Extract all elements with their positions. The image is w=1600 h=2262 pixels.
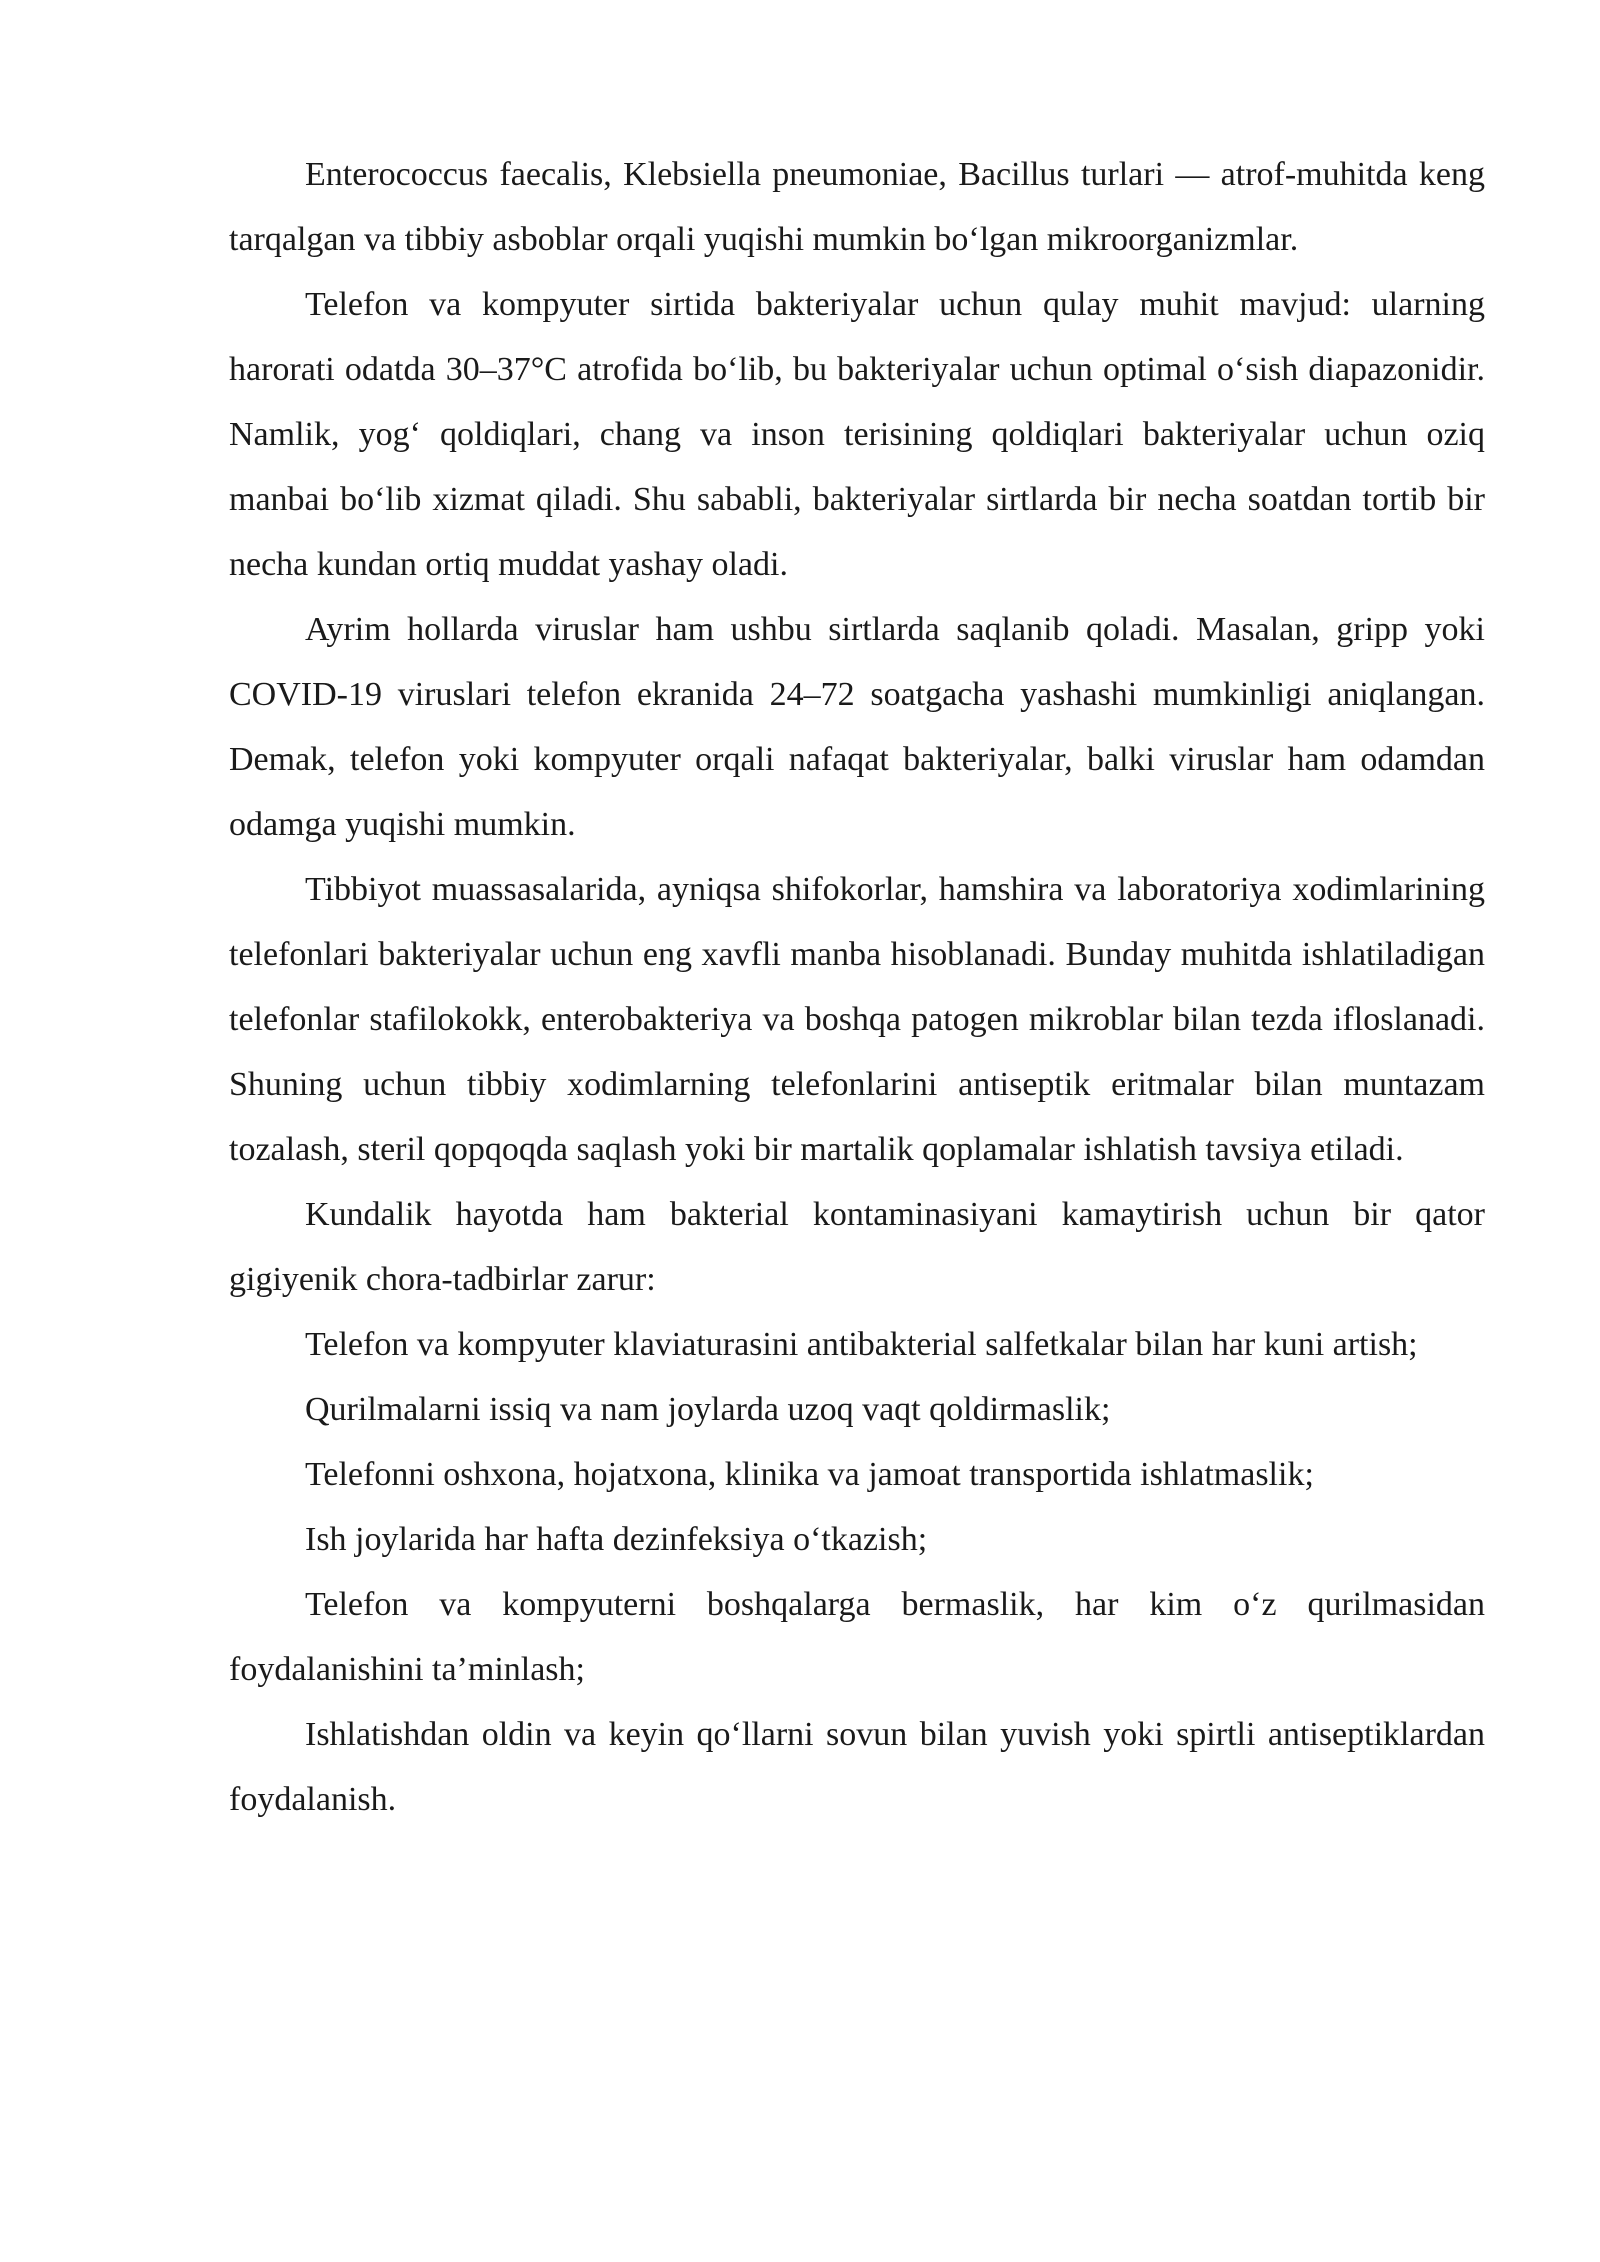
list-item-avoid-heat: Qurilmalarni issiq va nam joylarda uzoq vaqt qoldirmaslik; <box>305 1391 1111 1428</box>
paragraph-medical-staff: Tibbiyot muassasalarida, ayniqsa shifokorlar, hamshira va laboratoriya xodimlarining telefonlari bakteriyalar uchun eng xavfli manba hisoblanadi. Bunday muhitda ishlatiladigan telefonlar stafilokokk, enterobakteriya va boshqa patogen mikroblar bilan tezda ifloslanadi. Shuning uchun tibbiy xodimlarning telefonlarini antiseptik eritmalar bilan muntazam tozalash, steril qopqoqda saqlash yoki bir martalik qoplamalar ishlatish tavsiya etiladi. <box>229 871 1485 1168</box>
paragraph-surface-conditions: Telefon va kompyuter sirtida bakteriyalar uchun qulay muhit mavjud: ularning harorati odatda 30–37°C atrofida bo‘lib, bu bakteriyalar uchun optimal o‘sish diapazonidir. Namlik, yog‘ qoldiqlari, chang va inson terisining qoldiqlari bakteriyalar uchun oziq manbai bo‘lib xizmat qiladi. Shu sababli, bakteriyalar sirtlarda bir necha soatdan tortib bir necha kundan ortiq muddat yashay oladi. <box>229 286 1485 583</box>
list-item-no-sharing: Telefon va kompyuterni boshqalarga bermaslik, har kim o‘z qurilmasidan foydalanishini ta’minlash; <box>229 1586 1485 1688</box>
paragraph-viruses: Ayrim hollarda viruslar ham ushbu sirtlarda saqlanib qoladi. Masalan, gripp yoki COVID-19 viruslari telefon ekranida 24–72 soatgacha yashashi mumkinligi aniqlangan. Demak, telefon yoki kompyuter orqali nafaqat bakteriyalar, balki viruslar ham odamdan odamga yuqishi mumkin. <box>229 611 1485 843</box>
list-item-wash-hands: Ishlatishdan oldin va keyin qo‘llarni sovun bilan yuvish yoki spirtli antiseptiklardan foydalanish. <box>229 1716 1485 1818</box>
list-item-avoid-public-use: Telefonni oshxona, hojatxona, klinika va jamoat transportida ishlatmaslik; <box>305 1456 1314 1493</box>
list-item-weekly-disinfection: Ish joylarida har hafta dezinfeksiya o‘tkazish; <box>305 1521 928 1558</box>
list-item-wipe-keyboard: Telefon va kompyuter klaviaturasini antibakterial salfetkalar bilan har kuni artish; <box>305 1326 1418 1363</box>
paragraph-organisms: Enterococcus faecalis, Klebsiella pneumoniae, Bacillus turlari — atrof-muhitda keng tarqalgan va tibbiy asboblar orqali yuqishi mumkin bo‘lgan mikroorganizmlar. <box>229 156 1485 258</box>
paragraph-hygiene-intro: Kundalik hayotda ham bakterial kontaminasiyani kamaytirish uchun bir qator gigiyenik chora-tadbirlar zarur: <box>229 1196 1485 1298</box>
document-body <box>229 142 1485 1832</box>
